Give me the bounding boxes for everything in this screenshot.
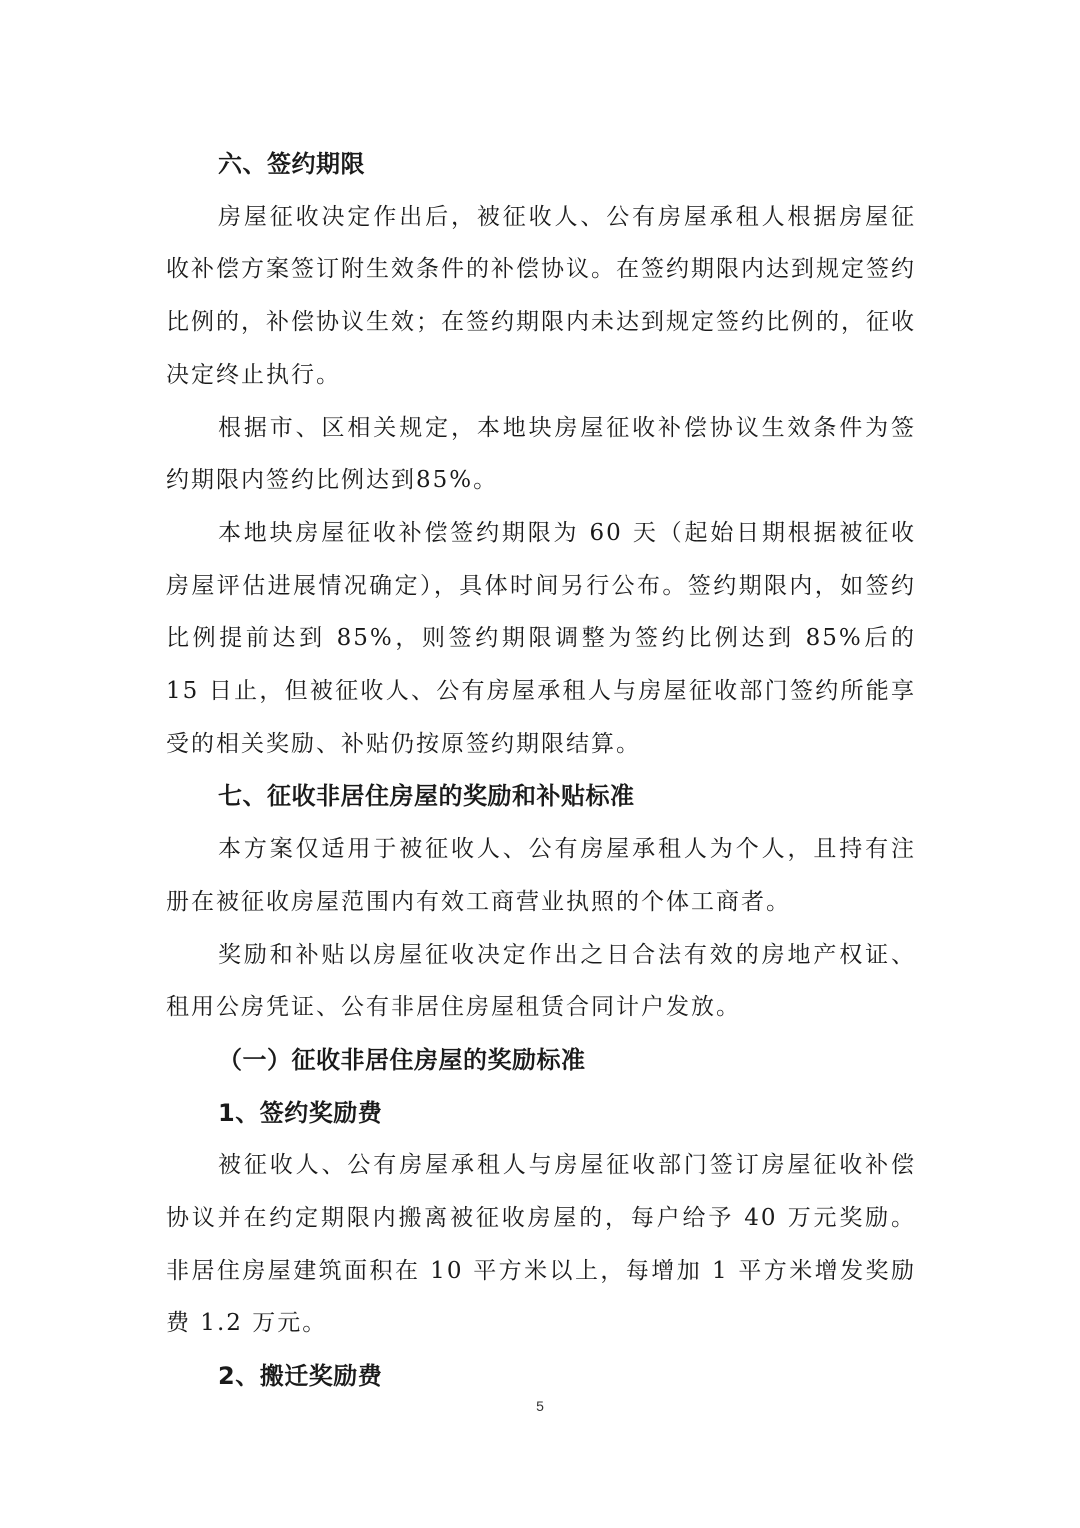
section-7-paragraph-2: 奖励和补贴以房屋征收决定作出之日合法有效的房地产权证、租用公房凭证、公有非居住房屋租赁合同计户发放。 [166,941,916,1021]
section-6-heading: 六、签约期限 [218,150,365,178]
item-2-heading: 2、搬迁奖励费 [218,1362,383,1391]
subsection-1-heading: （一）征收非居住房屋的奖励标准 [218,1045,586,1074]
document-page [166,138,916,1403]
section-6-paragraph-2: 根据市、区相关规定，本地块房屋征收补偿协议生效条件为签约期限内签约比例达到85%。 [166,414,916,494]
section-6-paragraph-1: 房屋征收决定作出后，被征收人、公有房屋承租人根据房屋征收补偿方案签订附生效条件的补偿协议。在签约期限内达到规定签约比例的，补偿协议生效；在签约期限内未达到规定签约比例的，征收决定终止执行。 [166,203,916,388]
item-1-paragraph: 被征收人、公有房屋承租人与房屋征收部门签订房屋征收补偿协议并在约定期限内搬离被征收房屋的，每户给予 40 万元奖励。非居住房屋建筑面积在 10 平方米以上，每增加 1 平方米增发奖励费 1.2 万元。 [166,1152,916,1337]
section-6-paragraph-3: 本地块房屋征收补偿签约期限为 60 天（起始日期根据被征收房屋评估进展情况确定），具体时间另行公布。签约期限内，如签约比例提前达到 85%，则签约期限调整为签约比例达到 85%后的 15 日止，但被征收人、公有房屋承租人与房屋征收部门签约所能享受的相关奖励、补贴仍按原签约期限结算。 [166,519,916,757]
section-7-paragraph-1: 本方案仅适用于被征收人、公有房屋承租人为个人，且持有注册在被征收房屋范围内有效工商营业执照的个体工商者。 [166,836,916,915]
item-1-heading: 1、签约奖励费 [218,1098,383,1127]
page-number: 5 [536,1398,544,1414]
section-7-heading: 七、征收非居住房屋的奖励和补贴标准 [218,782,635,811]
